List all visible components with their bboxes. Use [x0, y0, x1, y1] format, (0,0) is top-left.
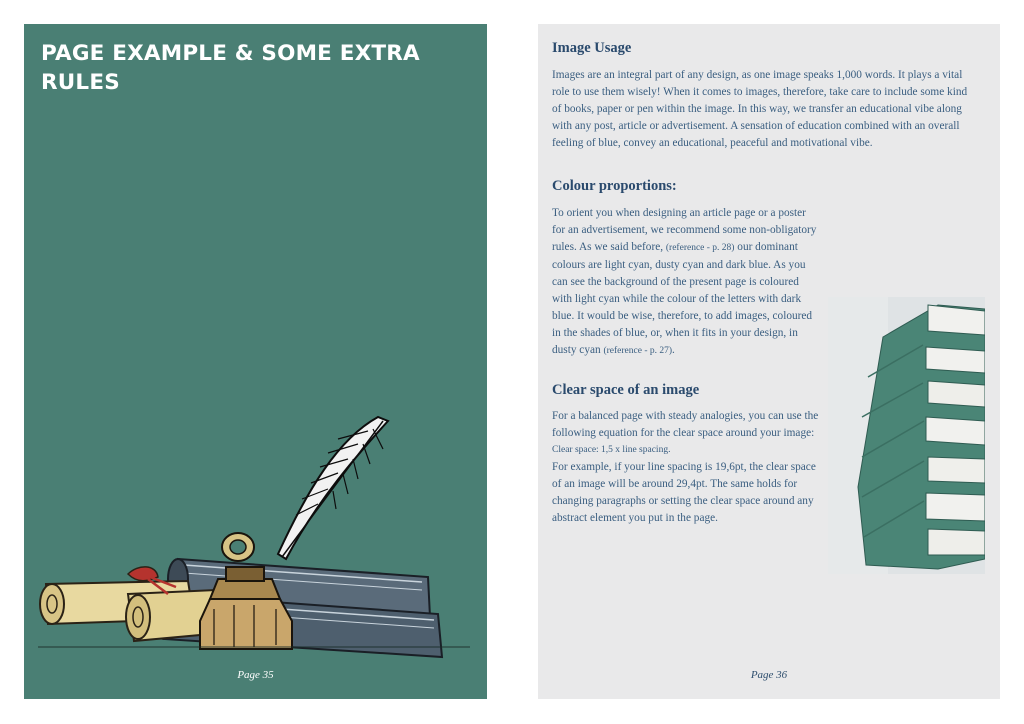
image-usage-paragraph: Images are an integral part of any design, as one image speaks 1,000 words. It plays a vital role to use them wisely! When it comes to images, therefore, take care to include some kind of books, paper or pen within the image. In this way, we transfer an educational vibe along with any post, article or advertisement. A sensation of education combined with an overall feeling of blue, convey an educational, peaceful and motivational vibe. [552, 69, 968, 149]
left-page [24, 24, 487, 699]
quill-drawing [278, 417, 388, 559]
stacked-books-photo [828, 297, 985, 574]
clear-space-formula: Clear space: 1,5 x line spacing. [552, 445, 671, 455]
clear-space-intro: For a balanced page with steady analogies, you can use the following equation for the clear space around your image: [552, 410, 819, 439]
page-title: PAGE EXAMPLE & SOME EXTRA RULES [41, 41, 420, 95]
colour-proportions-paragraph [552, 205, 820, 360]
clear-space-example: For example, if your line spacing is 19,6pt, the clear space of an image will be around 29,4pt. The same holds for changing paragraphs or setting the clear space around any abstract element you put in the page. [552, 461, 816, 524]
colour-proportions-heading: Colour proportions: [552, 178, 677, 194]
colour-text-start: To orient you when designing an article page or a poster for an advertisement, we recommend some non-obligatory rules. As we said before, [552, 207, 817, 253]
reference-p28: (reference - p. 28) [665, 243, 735, 253]
colour-text-mid: our dominant colours are light cyan, dusty cyan and dark blue. As you can see the background of the present page is coloured with light cyan while the colour of the letters with dark blue. It would be wise, therefore, to add images, coloured in the shades of blue, or, when it fits in your design, in dusty cyan [552, 241, 813, 356]
reference-p27: (reference - p. 27) [603, 346, 673, 356]
image-usage-heading: Image Usage [552, 40, 632, 56]
page-number: Page 35 [237, 669, 274, 681]
page-number: Page 36 [750, 669, 788, 681]
clear-space-heading: Clear space of an image [552, 382, 700, 398]
right-page [538, 24, 1000, 699]
quill-inkwell-books-illustration [38, 409, 470, 659]
clear-space-paragraph [552, 408, 820, 527]
colour-text-end: . [672, 344, 675, 356]
